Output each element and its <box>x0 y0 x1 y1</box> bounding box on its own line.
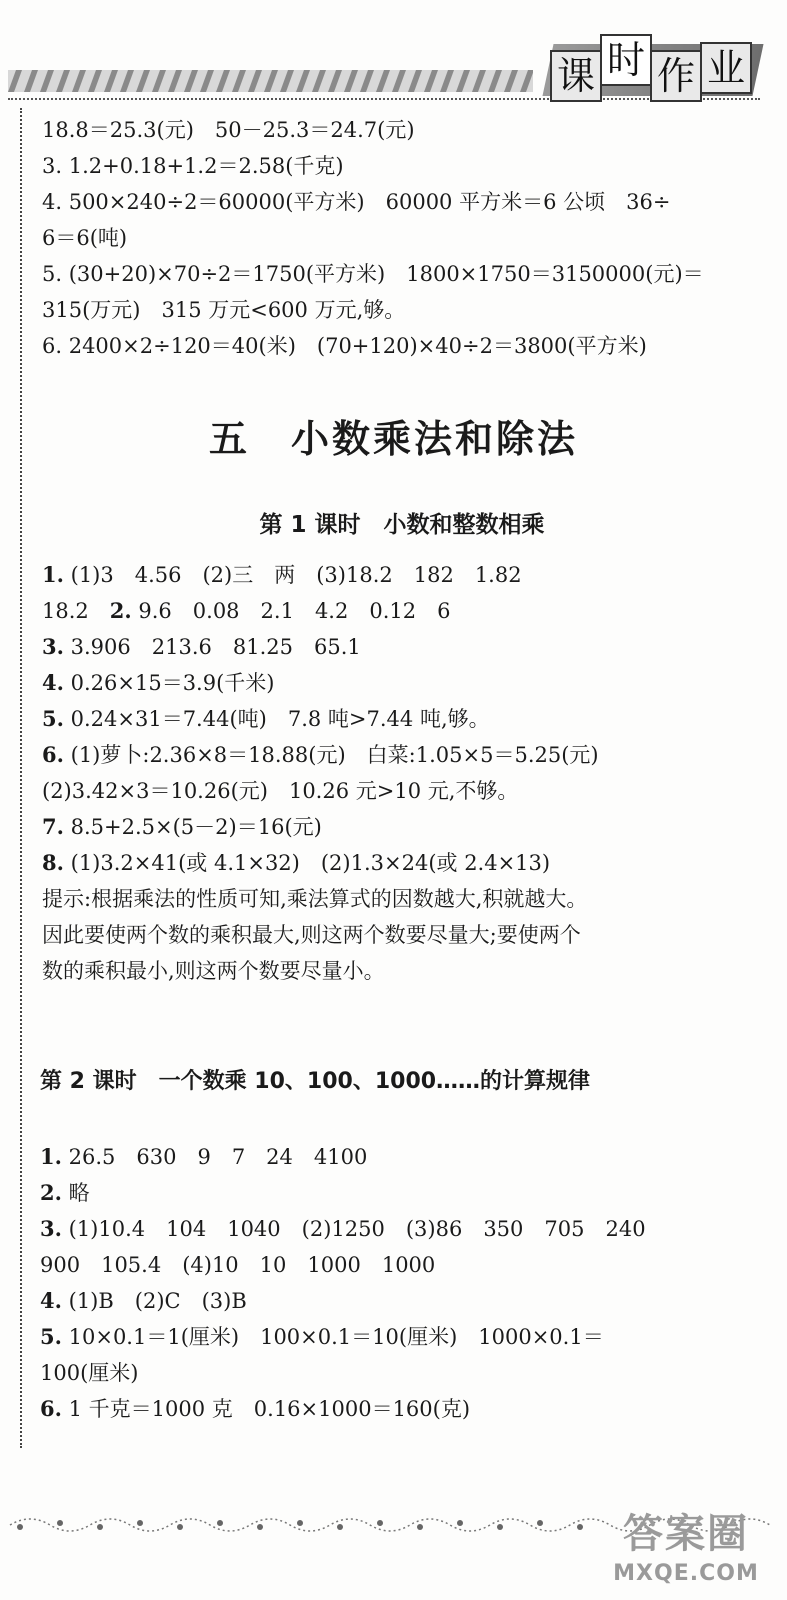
hint-line: 提示:根据乘法的性质可知,乘法算式的因数越大,积就越大。 <box>42 887 588 911</box>
page-header <box>0 0 787 110</box>
answer-text: 0.24×31＝7.44(吨) 7.8 吨>7.44 吨,够。 <box>70 707 490 731</box>
answer-line <box>40 1391 760 1427</box>
answer-text: 18.2 <box>42 599 110 623</box>
answer-line <box>42 629 762 665</box>
answer-text: (1)10.4 104 1040 (2)1250 (3)86 350 705 240 <box>68 1217 646 1241</box>
question-number: 1. <box>42 562 64 587</box>
question-number: 4. <box>40 1288 62 1313</box>
answer-line <box>40 1355 760 1391</box>
header-title-badge <box>548 34 758 100</box>
question-number: 5. <box>40 1324 62 1349</box>
answer-line: 5. (30+20)×70÷2＝1750(平方米) 1800×1750＝3150000(元)＝ <box>42 262 704 286</box>
answer-line <box>40 1247 760 1283</box>
answer-text: (1)萝卜:2.36×8＝18.88(元) 白菜:1.05×5＝5.25(元) <box>70 743 599 767</box>
lesson-2-title: 第 2 课时 一个数乘 10、100、1000……的计算规律 <box>40 1069 591 1094</box>
watermark-brand: 答案圈 <box>623 1511 749 1557</box>
answer-line <box>42 809 762 845</box>
answer-text: 0.26×15＝3.9(千米) <box>70 671 275 695</box>
question-number: 2. <box>40 1180 62 1205</box>
answer-text: 3.906 213.6 81.25 65.1 <box>70 635 361 659</box>
answer-text: (1)3 4.56 (2)三 两 (3)18.2 182 1.82 <box>70 563 522 587</box>
hint-line: 数的乘积最小,则这两个数要尽量小。 <box>42 959 385 983</box>
answer-line <box>42 737 762 773</box>
hint-line: 因此要使两个数的乘积最大,则这两个数要尽量大;要使两个 <box>42 923 581 947</box>
answer-text: 10×0.1＝1(厘米) 100×0.1＝10(厘米) 1000×0.1＝ <box>68 1325 604 1349</box>
answer-line <box>40 1283 760 1319</box>
question-number: 6. <box>42 742 64 767</box>
answer-text: 8.5+2.5×(5－2)＝16(元) <box>70 815 322 839</box>
answer-line <box>40 1319 760 1355</box>
left-margin-dotted-rule <box>20 108 22 1448</box>
answer-text: 26.5 630 9 7 24 4100 <box>68 1145 368 1169</box>
lesson-2-section <box>40 1064 760 1427</box>
question-number: 3. <box>40 1216 62 1241</box>
question-number: 4. <box>42 670 64 695</box>
answer-text: (1)3.2×41(或 4.1×32) (2)1.3×24(或 2.4×13) <box>70 851 551 875</box>
lesson-1-section <box>42 506 762 989</box>
answer-line <box>42 773 762 809</box>
title-char: 作 <box>650 50 702 102</box>
question-number: 5. <box>42 706 64 731</box>
answer-line <box>40 1175 760 1211</box>
answer-line: 6＝6(吨) <box>42 226 128 250</box>
answer-line: 6. 2400×2÷120＝40(米) (70+120)×40÷2＝3800(平方米) <box>42 334 647 358</box>
watermark <box>596 1502 776 1586</box>
answer-line <box>42 701 762 737</box>
answer-line <box>42 593 762 629</box>
answer-text: 9.6 0.08 2.1 4.2 0.12 6 <box>138 599 451 623</box>
chapter-title: 五 小数乘法和除法 <box>208 417 578 461</box>
answer-text: (1)B (2)C (3)B <box>68 1289 247 1313</box>
answer-text: 略 <box>68 1181 90 1205</box>
answer-text: (2)3.42×3＝10.26(元) 10.26 元>10 元,不够。 <box>42 779 519 803</box>
question-number: 2. <box>109 598 132 623</box>
answer-text: 900 105.4 (4)10 10 1000 1000 <box>40 1253 436 1277</box>
lesson-1-title: 第 1 课时 小数和整数相乘 <box>259 512 545 538</box>
answer-text: 100(厘米) <box>40 1361 139 1385</box>
answer-line <box>40 1139 760 1175</box>
question-number: 7. <box>42 814 64 839</box>
header-stripe-decoration <box>8 70 533 92</box>
answer-section-previous <box>42 112 762 364</box>
answer-line <box>40 1211 760 1247</box>
answer-line: 3. 1.2+0.18+1.2＝2.58(千克) <box>42 154 344 178</box>
question-number: 6. <box>40 1396 62 1421</box>
title-char: 课 <box>550 50 602 102</box>
title-char: 业 <box>700 42 752 94</box>
answer-text: 1 千克＝1000 克 0.16×1000＝160(克) <box>68 1397 471 1421</box>
title-char: 时 <box>600 34 652 86</box>
answer-line <box>42 845 762 881</box>
question-number: 1. <box>40 1144 62 1169</box>
answer-line: 4. 500×240÷2＝60000(平方米) 60000 平方米＝6 公顷 36÷ <box>42 190 671 214</box>
question-number: 8. <box>42 850 64 875</box>
answer-line <box>42 557 762 593</box>
question-number: 3. <box>42 634 64 659</box>
answer-line: 315(万元) 315 万元<600 万元,够。 <box>42 298 406 322</box>
watermark-url: MXQE.COM <box>613 1561 759 1586</box>
answer-line <box>42 665 762 701</box>
answer-line: 18.8＝25.3(元) 50－25.3＝24.7(元) <box>42 118 415 142</box>
